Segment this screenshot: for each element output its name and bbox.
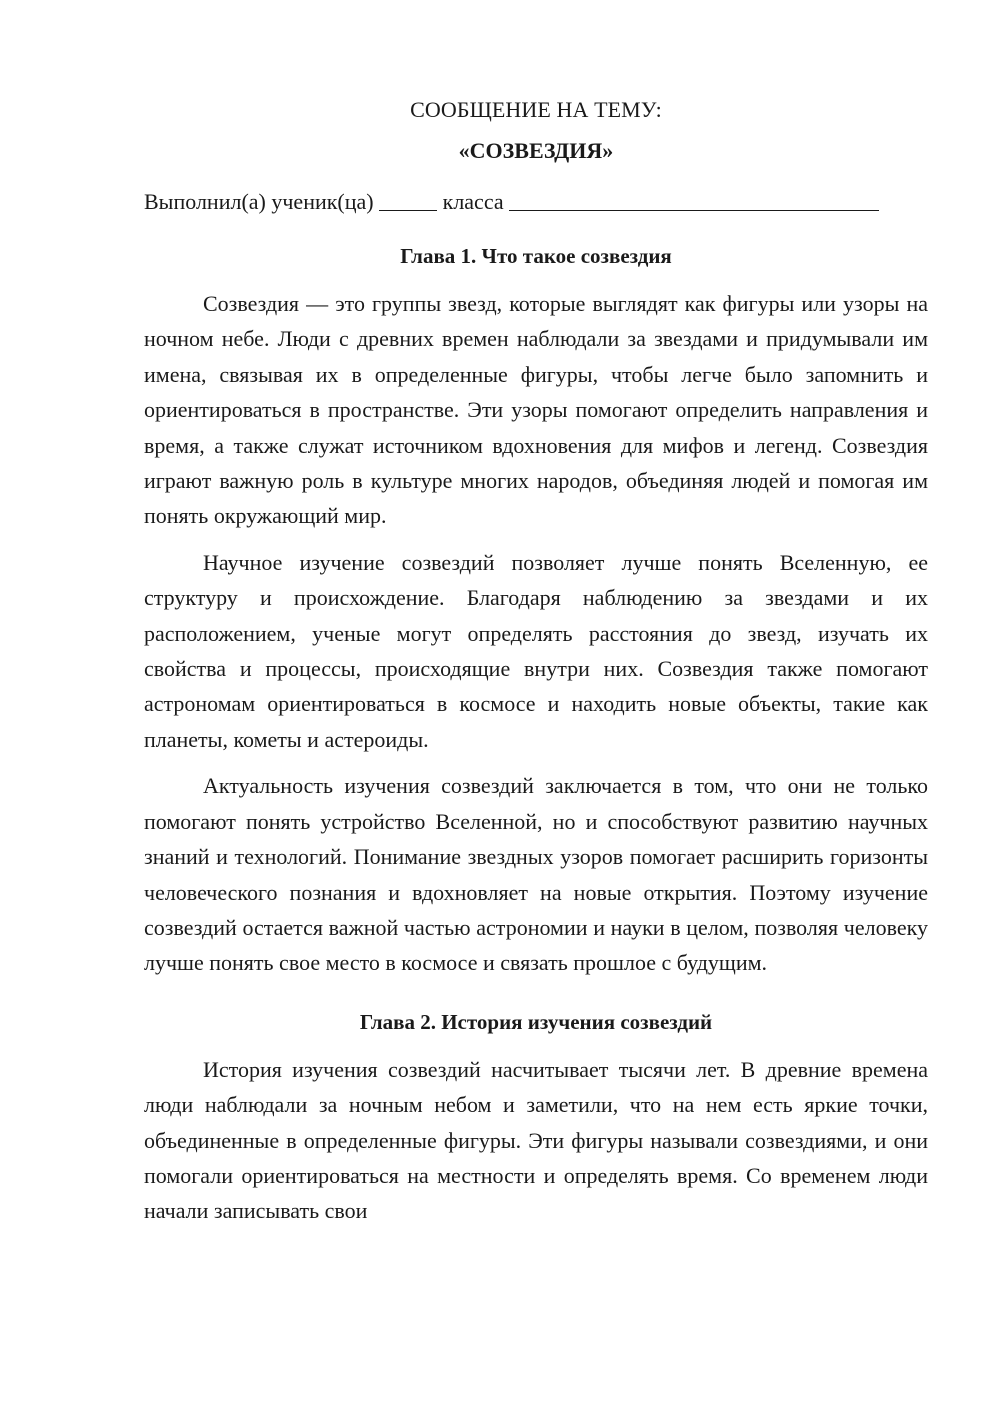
chapter-1-paragraph: Научное изучение созвездий позволяет лучше понять Вселенную, ее структуру и происхождение. Благодаря наблюдению за звездами и их расположением, ученые могут определять расстояния до звезд, изучать их свойства и процессы, происходящие внутри них. Созвездия также помогают астрономам ориентироваться в космосе и находить новые объекты, такие как планеты, кометы и астероиды.	[144, 549, 928, 752]
class-number-blank	[379, 188, 437, 211]
chapter-1-heading: Глава 1. Что такое созвездия	[400, 244, 672, 268]
document-subtitle: «СОЗВЕЗДИЯ»	[458, 138, 614, 163]
signature-line	[144, 186, 928, 218]
student-name-blank	[509, 188, 879, 211]
document-title: СООБЩЕНИЕ НА ТЕМУ:	[410, 97, 662, 122]
chapter-2-paragraph: История изучения созвездий насчитывает тысячи лет. В древние времена люди наблюдали за ночным небом и заметили, что на нем есть яркие точки, объединенные в определенные фигуры. Эти фигуры называли созвездиями, и они помогали ориентироваться на местности и определять время. Со временем люди начали записывать свои	[144, 1056, 928, 1224]
document-page	[144, 94, 928, 1229]
chapter-1-paragraph: Актуальность изучения созвездий заключается в том, что они не только помогают понять устройство Вселенной, но и способствуют развитию научных знаний и технологий. Понимание звездных узоров помогает расширить горизонты человеческого познания и вдохновляет на новые открытия. Поэтому изучение созвездий остается важной частью астрономии и науки в целом, позволяя человеку лучше понять свое место в космосе и связать прошлое с будущим.	[144, 773, 928, 976]
chapter-2-heading: Глава 2. История изучения созвездий	[359, 1009, 713, 1034]
chapter-1-paragraph: Созвездия — это группы звезд, которые выглядят как фигуры или узоры на ночном небе. Люди с древних времен наблюдали за звездами и придумывали им имена, связывая их в определенные фигуры, чтобы легче было запомнить и ориентироваться в пространстве. Эти узоры помогают определить направления и время, а также служат источником вдохновения для мифов и легенд. Созвездия играют важную роль в культуре многих народов, объединяя людей и помогая им понять окружающий мир.	[144, 291, 928, 529]
signature-label: Выполнил(а) ученик(ца)	[144, 189, 380, 214]
signature-class-label: класса	[437, 189, 510, 214]
